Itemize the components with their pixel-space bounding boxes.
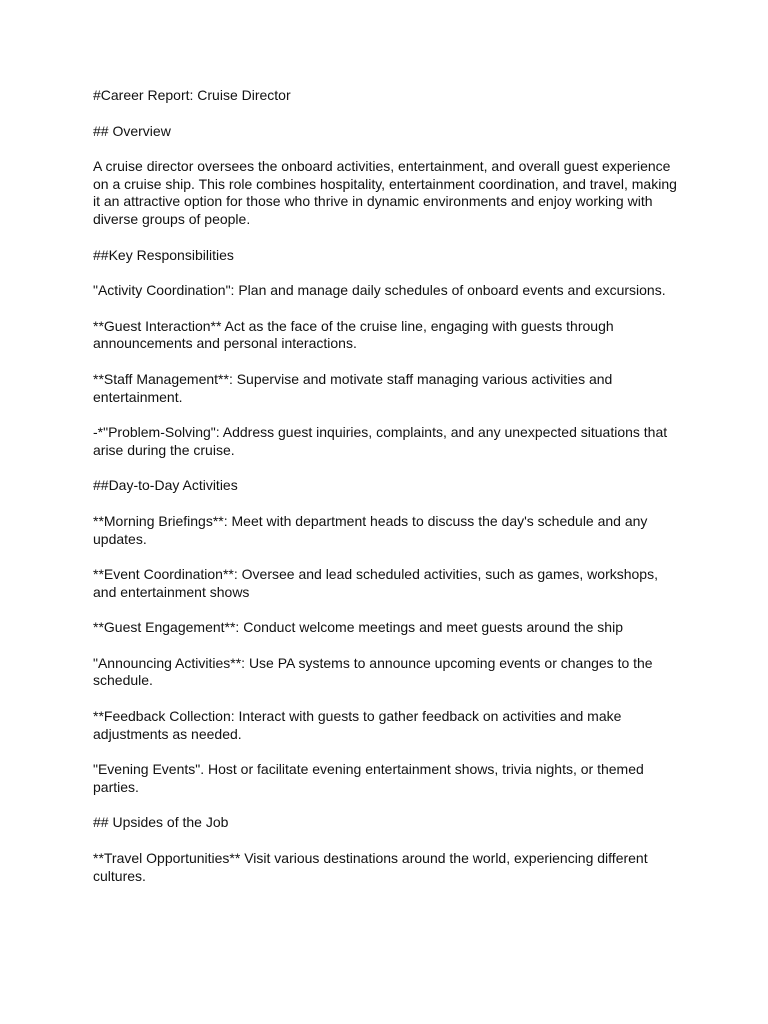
responsibility-staff-management: **Staff Management**: Supervise and motivate staff managing various activities and entertainment. — [93, 370, 613, 405]
responsibility-problem-solving: -*"Problem-Solving": Address guest inquiries, complaints, and any unexpected situations that arise during the cruise. — [93, 424, 668, 458]
heading-overview: ## Overview — [93, 122, 171, 139]
document-title: #Career Report: Cruise Director — [93, 87, 291, 103]
heading-key-responsibilities: ##Key Responsibilities — [93, 246, 234, 263]
heading-day-to-day-activities: ##Day-to-Day Activities — [93, 477, 238, 494]
overview-paragraph: A cruise director oversees the onboard activities, entertainment, and overall guest experience on a cruise ship. This role combines hospitality, entertainment coordination, and travel, making it an attractive option for those who thrive in dynamic environments and enjoy working with diverse groups of people. — [93, 158, 677, 227]
activity-evening-events: "Evening Events". Host or facilitate evening entertainment shows, trivia nights, or themed parties. — [93, 761, 644, 795]
responsibility-guest-interaction: **Guest Interaction** Act as the face of the cruise line, engaging with guests through announcements and personal interactions. — [93, 317, 614, 352]
responsibility-activity-coordination: "Activity Coordination": Plan and manage daily schedules of onboard events and excursions. — [93, 282, 666, 299]
activity-announcing-activities: "Announcing Activities**: Use PA systems to announce upcoming events or changes to the schedule. — [93, 654, 653, 689]
activity-event-coordination: **Event Coordination**: Oversee and lead scheduled activities, such as games, workshops, and entertainment shows — [93, 566, 658, 600]
heading-upsides-of-the-job: ## Upsides of the Job — [93, 814, 229, 831]
upside-travel-opportunities: **Travel Opportunities** Visit various destinations around the world, experiencing different cultures. — [93, 850, 648, 884]
activity-morning-briefings: **Morning Briefings**: Meet with department heads to discuss the day's schedule and any updates. — [93, 512, 648, 547]
document-page — [93, 87, 683, 903]
activity-feedback-collection: **Feedback Collection: Interact with guests to gather feedback on activities and make adjustments as needed. — [93, 708, 622, 742]
activity-guest-engagement: **Guest Engagement**: Conduct welcome meetings and meet guests around the ship — [93, 619, 623, 636]
